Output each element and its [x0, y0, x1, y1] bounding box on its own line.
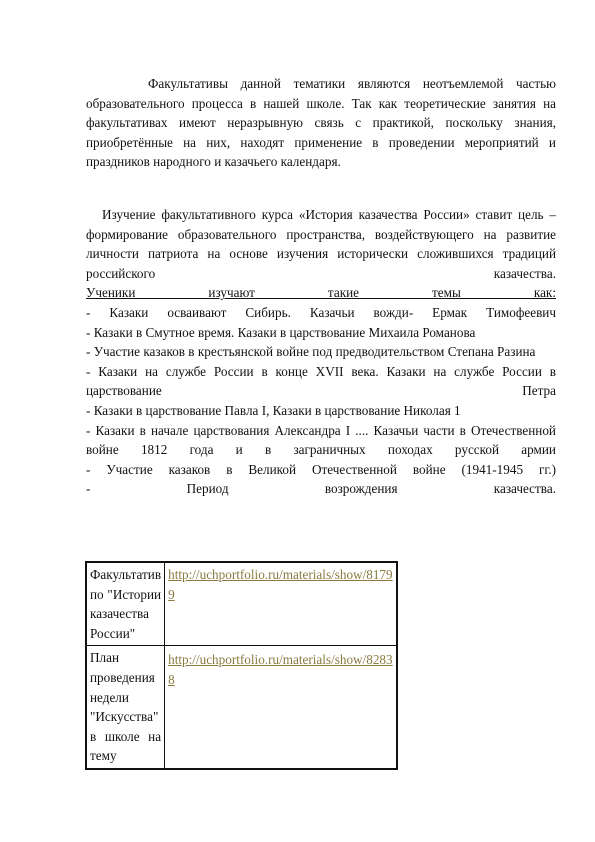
- table-row: [86, 646, 397, 769]
- materials-table: [85, 561, 398, 770]
- topic-item: - Участие казаков в Великой Отечественной войне (1941-1945 гг.): [86, 461, 556, 477]
- course-goal-text: Изучение факультативного курса «История казачества России» ставит цель – формирование образовательного пространства, воздействующего на развитие личности патриота на основе изучения исторически сложившихся традиций российского казачества.: [86, 207, 556, 281]
- topic-item: - Казаки в царствование Павла I, Казаки в царствование Николая 1: [86, 402, 461, 418]
- topic-item: - Казаки на службе России в конце XVII века. Казаки на службе России в царствование Петра: [86, 363, 556, 399]
- topic-item: - Период возрождения казачества.: [86, 481, 556, 497]
- row-link-cell: [165, 562, 397, 646]
- row-label: План проведения недели "Искусства" в школе на тему: [86, 646, 165, 769]
- intro-paragraph: [86, 74, 556, 172]
- topic-item: - Участие казаков в крестьянской войне под предводительством Степана Разина: [86, 344, 536, 360]
- topics-heading: Ученики изучают такие темы как:: [86, 285, 556, 301]
- row-link-cell: [165, 646, 397, 769]
- material-link[interactable]: http://uchportfolio.ru/materials/show/81799: [168, 567, 393, 602]
- topic-item: - Казаки в Смутное время. Казаки в царствование Михаила Романова: [86, 324, 476, 340]
- material-link[interactable]: http://uchportfolio.ru/materials/show/82838: [168, 652, 393, 687]
- row-label: Факультатив по "Истории казачества России": [86, 562, 165, 646]
- topic-item: - Казаки в начале царствования Александра I .... Казачьи части в Отечественной войне 1812 года и в заграничных походах русской армии: [86, 422, 556, 458]
- topic-item: - Казаки осваивают Сибирь. Казачьи вожди- Ермак Тимофеевич: [86, 304, 556, 320]
- table-row: [86, 562, 397, 646]
- course-section: [86, 205, 556, 499]
- intro-text: Факультативы данной тематики являются неотъемлемой частью образовательного процесса в нашей школе. Так как теоретические занятия на факультативах имеют неразрывную связь с практикой, поскольку знания, приобретённые на них, находят применение в проведении мероприятий и праздников народного и казачьего календаря.: [86, 76, 556, 170]
